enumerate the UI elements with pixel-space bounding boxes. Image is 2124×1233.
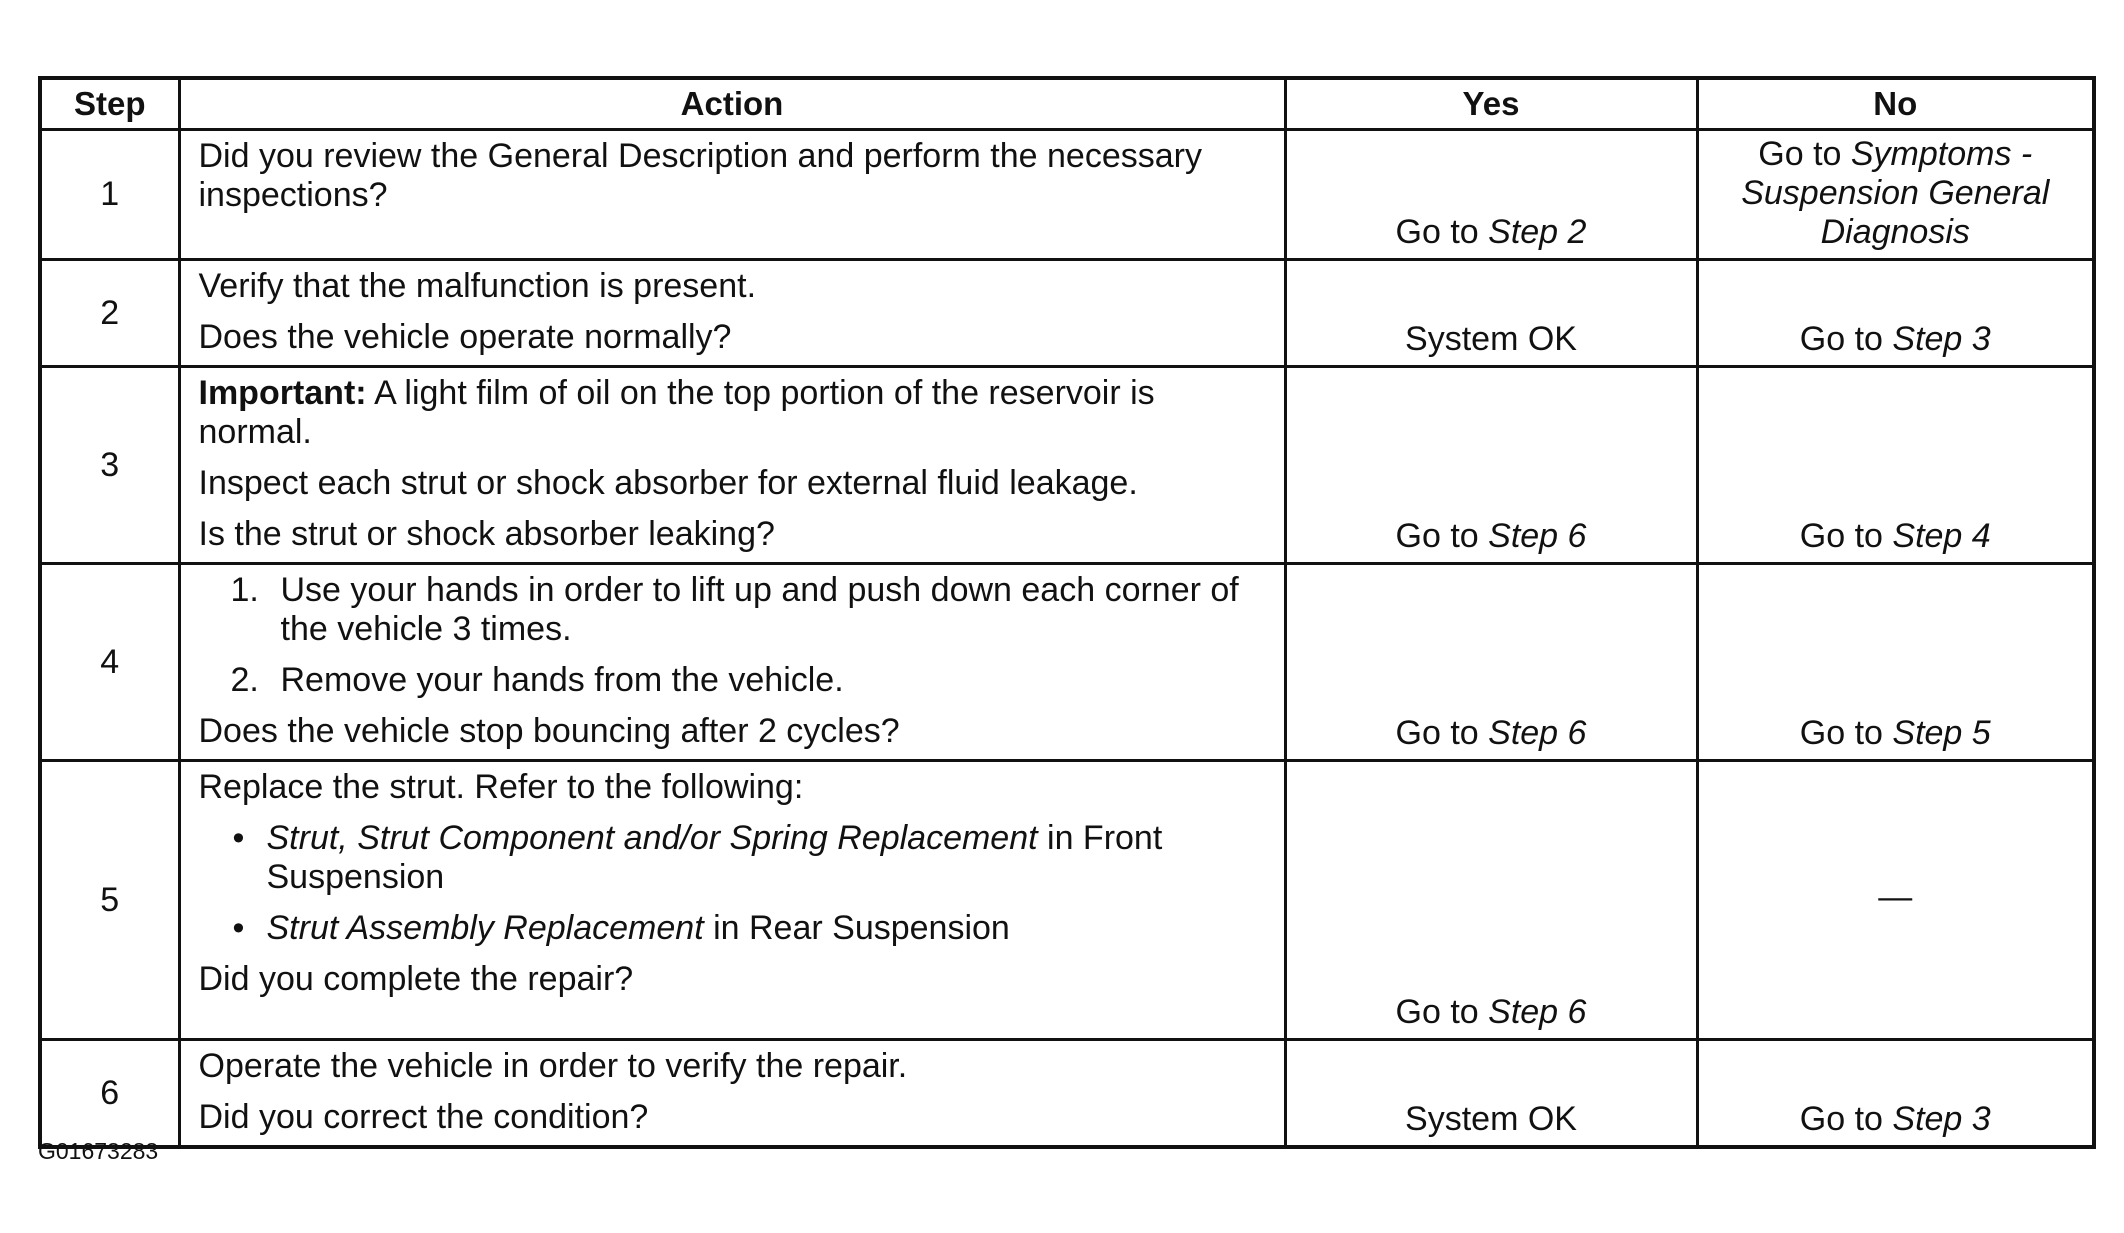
action-text: Replace the strut. Refer to the following:: [198, 768, 804, 806]
bullet-icon: •: [232, 819, 245, 857]
procedure-location: in Rear Suspension: [703, 909, 1010, 947]
table-row: [40, 130, 2094, 260]
bullet-icon: •: [232, 909, 245, 947]
yes-prefix: Go to: [1395, 517, 1489, 555]
no-prefix: Go to: [1799, 1100, 1893, 1138]
important-note: [199, 374, 1274, 452]
table-row: [40, 1040, 2094, 1148]
no-step-link: Step 3: [1892, 320, 1991, 358]
yes-step-link: Step 6: [1488, 517, 1587, 555]
header-row: [40, 78, 2094, 130]
important-label: Important:: [198, 374, 367, 412]
table-row: [40, 761, 2094, 1040]
table-row: [40, 367, 2094, 564]
yes-prefix: Go to: [1395, 714, 1489, 752]
procedure-reference: Strut, Strut Component and/or Spring Replacement: [266, 819, 1038, 857]
yes-cell: [1285, 564, 1697, 761]
yes-text: System OK: [1405, 1100, 1577, 1138]
yes-text: System OK: [1405, 320, 1577, 358]
action-question: Does the vehicle operate normally?: [198, 318, 732, 356]
no-cell: [1697, 761, 2094, 1040]
yes-cell: [1285, 260, 1697, 367]
action-cell: [179, 1040, 1285, 1148]
yes-cell: [1285, 1040, 1697, 1148]
list-number: 2.: [230, 661, 259, 699]
step-number: 1: [40, 130, 179, 260]
no-step-link: Step 4: [1892, 517, 1991, 555]
list-item: [199, 571, 1274, 649]
list-number: 1.: [230, 571, 259, 609]
step-number: 5: [40, 761, 179, 1040]
list-item-text: Use your hands in order to lift up and push down each corner of the vehicle 3 times.: [280, 571, 1239, 648]
list-item: [199, 909, 1274, 948]
action-cell: [179, 761, 1285, 1040]
no-step-link: Step 5: [1892, 714, 1991, 752]
step-number: 4: [40, 564, 179, 761]
no-prefix: Go to: [1799, 517, 1893, 555]
important-text: A light film of oil on the top portion of the reservoir is normal.: [198, 374, 1155, 451]
no-prefix: Go to: [1799, 320, 1893, 358]
action-question: Did you correct the condition?: [198, 1098, 649, 1136]
action-question: Is the strut or shock absorber leaking?: [198, 515, 775, 553]
action-text: Inspect each strut or shock absorber for external fluid leakage.: [198, 464, 1138, 502]
header-step: Step: [40, 78, 179, 130]
header-no: No: [1697, 78, 2094, 130]
yes-prefix: Go to: [1395, 993, 1489, 1031]
figure-id: G01673283: [38, 1138, 159, 1164]
yes-step-link: Step 2: [1488, 213, 1587, 251]
yes-cell: [1285, 761, 1697, 1040]
list-item: [199, 661, 1274, 700]
yes-prefix: Go to: [1395, 213, 1489, 251]
yes-step-link: Step 6: [1488, 714, 1587, 752]
no-cell: [1697, 260, 2094, 367]
yes-cell: [1285, 367, 1697, 564]
procedure-location: in Front Suspension: [266, 819, 1163, 896]
no-cell: [1697, 1040, 2094, 1148]
step-number: 6: [40, 1040, 179, 1148]
no-cell: [1697, 367, 2094, 564]
bullet-list: [199, 819, 1274, 948]
action-text: Verify that the malfunction is present.: [198, 267, 757, 305]
action-cell: [179, 260, 1285, 367]
no-prefix: Go to: [1758, 135, 1851, 173]
no-cell: [1697, 130, 2094, 260]
action-cell: [179, 130, 1285, 260]
table-row: [40, 564, 2094, 761]
step-number: 2: [40, 260, 179, 367]
procedure-reference: Strut Assembly Replacement: [266, 909, 704, 947]
action-question: Does the vehicle stop bouncing after 2 cycles?: [198, 712, 900, 750]
numbered-list: [199, 571, 1274, 700]
diagnostic-table: [38, 76, 2096, 1149]
header-yes: Yes: [1285, 78, 1697, 130]
list-item: [199, 819, 1274, 897]
action-cell: [179, 564, 1285, 761]
step-number: 3: [40, 367, 179, 564]
yes-step-link: Step 6: [1488, 993, 1587, 1031]
no-step-link: Step 3: [1892, 1100, 1991, 1138]
no-cell: [1697, 564, 2094, 761]
no-prefix: Go to: [1799, 714, 1893, 752]
action-question: Did you complete the repair?: [198, 960, 634, 998]
action-text: Operate the vehicle in order to verify the repair.: [198, 1047, 908, 1085]
list-item-text: Remove your hands from the vehicle.: [280, 661, 844, 699]
no-step-link: Symptoms - Suspension General Diagnosis: [1741, 135, 2050, 251]
table-row: [40, 260, 2094, 367]
action-text: Did you review the General Description and perform the necessary inspections?: [198, 137, 1202, 214]
no-dash: —: [1878, 877, 1913, 916]
header-action: Action: [179, 78, 1285, 130]
yes-cell: [1285, 130, 1697, 260]
action-cell: [179, 367, 1285, 564]
